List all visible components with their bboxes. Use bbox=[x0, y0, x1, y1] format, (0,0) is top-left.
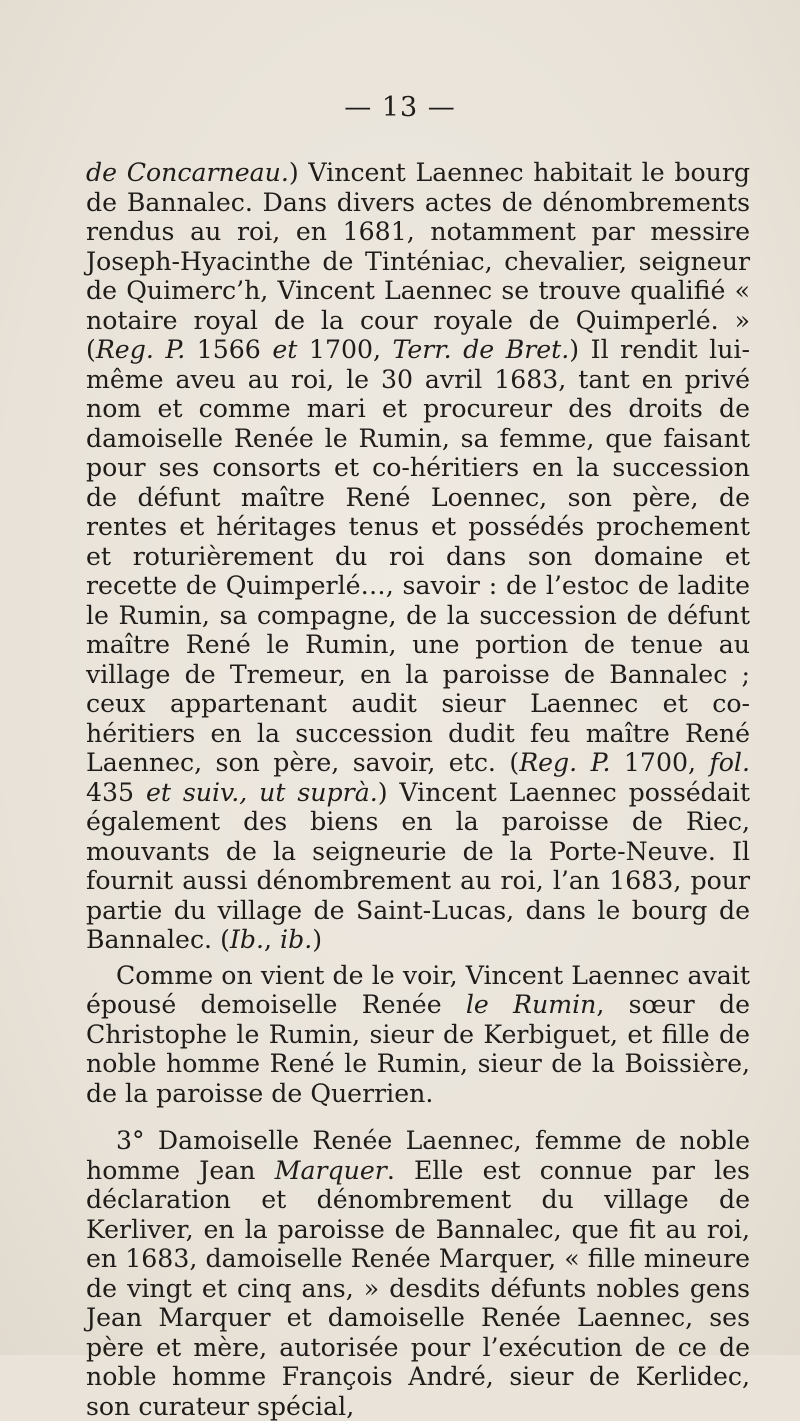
text-run: 1566 bbox=[185, 335, 273, 364]
text-run: ) Vincent Laennec habitait le bourg de Bannalec. Dans divers actes de dénombrements rendus au roi, en 1681, notamment par messire Joseph-Hyacinthe de Tinténiac, chevalier, seigneur de Quimerc’h, Vincent Laennec se trouve qualifié « notaire royal de la cour royale de Quimperlé. » ( bbox=[86, 158, 750, 364]
text-run: 1700, bbox=[610, 748, 710, 777]
text-run: fol. bbox=[709, 748, 750, 777]
text-run: ib. bbox=[280, 925, 313, 954]
text-run: et bbox=[272, 335, 298, 364]
text-run: 435 bbox=[86, 777, 146, 807]
text-run: 1700, bbox=[297, 335, 393, 364]
text-run: , bbox=[264, 925, 281, 954]
text-run: ) Vincent Laennec possédait également des biens en la paroisse de Riec, mouvants de la seigneurie de la Porte-Neuve. Il fournit aussi dénombrement au roi, l’an 1683, pour partie du village de Saint-Lucas, dans le bourg de Bannalec. ( bbox=[86, 777, 750, 954]
text-run: ) bbox=[312, 925, 323, 954]
paragraph-1 bbox=[86, 158, 750, 955]
text-run: le Rumin bbox=[465, 990, 597, 1019]
text-run: ) Il rendit lui-même aveu au roi, le 30 avril 1683, tant en privé nom et comme mari et procureur des droits de damoiselle Renée le Rumin, sa femme, que faisant pour ses consorts et co-héritiers en la succession de défunt maître René Loennec, son père, de rentes et héritages tenus et possédés prochement et roturièrement du roi dans son domaine et recette de Quimperlé…, savoir : de l’estoc de ladite le Rumin, sa compagne, de la succession de défunt maître René le Rumin, une portion de tenue au village de Tremeur, en la paroisse de Bannalec ; ceux appartenant audit sieur Laennec et co-héritiers en la succession dudit feu maître René Laennec, son père, savoir, etc. ( bbox=[86, 335, 750, 777]
text-run: et suiv., ut suprà. bbox=[145, 777, 378, 807]
paragraph-3 bbox=[86, 1126, 750, 1421]
text-run: Marquer bbox=[274, 1155, 387, 1185]
page-number: — 13 — bbox=[344, 92, 456, 123]
text-run: , sœur de Christophe le Rumin, sieur de Kerbiguet, et fille de noble homme René le Rumin, sieur de la Boissière, de la paroisse de Querrien. bbox=[86, 990, 750, 1108]
body-text bbox=[86, 158, 750, 1421]
text-run: Reg. P. bbox=[519, 748, 611, 777]
text-run: . Elle est connue par les déclaration et dénombrement du village de Kerliver, en la paroisse de Bannalec, que fit au roi, en 1683, damoiselle Renée Marquer, « fille mineure de vingt et cinq ans, » desdits défunts nobles gens Jean Marquer et damoiselle Renée Laennec, ses père et mère, autorisée pour l’exécution de ce de noble homme François André, sieur de Kerlidec, son curateur spécial, bbox=[86, 1155, 750, 1421]
text-run: 3° Damoiselle Renée Laennec, femme de noble homme Jean bbox=[86, 1126, 750, 1185]
paragraph-2 bbox=[86, 961, 750, 1109]
text-run: Comme on vient de le voir, Vincent Laennec avait épousé demoiselle Renée bbox=[86, 960, 750, 1019]
text-run: Ib. bbox=[229, 925, 264, 954]
text-run: Reg. P. bbox=[95, 335, 186, 364]
text-run: Terr. de Bret. bbox=[392, 335, 570, 364]
text-run: de Concarneau. bbox=[86, 158, 289, 187]
